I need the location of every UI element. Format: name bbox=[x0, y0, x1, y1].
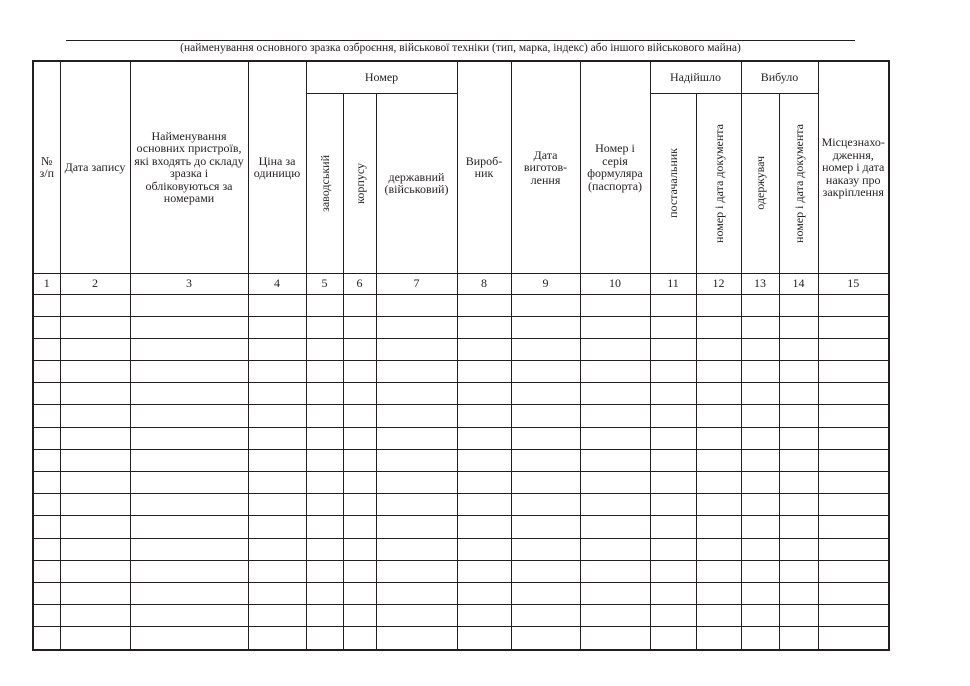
entry-cell bbox=[248, 494, 306, 516]
entry-cell bbox=[343, 383, 376, 405]
entry-cell bbox=[130, 427, 248, 449]
header-received-doc: номер і дата документа bbox=[696, 93, 741, 273]
entry-cell bbox=[130, 472, 248, 494]
entry-cell bbox=[779, 494, 818, 516]
entry-row bbox=[33, 582, 889, 604]
header-group-received: Надійшло bbox=[650, 61, 741, 93]
entry-cell bbox=[376, 538, 457, 560]
entry-cell bbox=[130, 294, 248, 316]
header-number: № з/п bbox=[33, 61, 60, 273]
entry-cell bbox=[457, 405, 511, 427]
entry-cell bbox=[457, 516, 511, 538]
entry-cell bbox=[306, 605, 343, 627]
entry-cell bbox=[580, 338, 650, 360]
entry-cell bbox=[376, 294, 457, 316]
entry-cell bbox=[511, 449, 580, 471]
entry-cell bbox=[343, 316, 376, 338]
entry-cell bbox=[343, 627, 376, 650]
entry-cell bbox=[511, 582, 580, 604]
entry-cell bbox=[248, 560, 306, 582]
entry-cell bbox=[741, 560, 779, 582]
entry-cell bbox=[696, 472, 741, 494]
entry-cell bbox=[818, 361, 889, 383]
entry-cell bbox=[306, 383, 343, 405]
entry-cell bbox=[248, 294, 306, 316]
entry-cell bbox=[818, 627, 889, 650]
entry-cell bbox=[248, 605, 306, 627]
entry-cell bbox=[248, 472, 306, 494]
entry-cell bbox=[306, 560, 343, 582]
entry-cell bbox=[60, 472, 130, 494]
entry-cell bbox=[130, 560, 248, 582]
entry-cell bbox=[343, 294, 376, 316]
entry-cell bbox=[130, 627, 248, 650]
entry-cell bbox=[650, 560, 696, 582]
entry-cell bbox=[376, 627, 457, 650]
entry-cell bbox=[33, 494, 60, 516]
column-number: 15 bbox=[818, 273, 889, 294]
entry-cell bbox=[741, 405, 779, 427]
entry-cell bbox=[33, 383, 60, 405]
entry-cell bbox=[650, 605, 696, 627]
header-unit-price: Ціна за одиницю bbox=[248, 61, 306, 273]
entry-cell bbox=[60, 538, 130, 560]
entry-cell bbox=[511, 338, 580, 360]
entry-cell bbox=[130, 494, 248, 516]
entry-cell bbox=[779, 516, 818, 538]
entry-cell bbox=[457, 449, 511, 471]
entry-row bbox=[33, 427, 889, 449]
entry-cell bbox=[376, 494, 457, 516]
entry-cell bbox=[376, 582, 457, 604]
entry-row bbox=[33, 516, 889, 538]
entry-cell bbox=[580, 627, 650, 650]
entry-cell bbox=[457, 627, 511, 650]
entry-cell bbox=[376, 605, 457, 627]
entry-cell bbox=[343, 582, 376, 604]
entry-cell bbox=[306, 361, 343, 383]
entry-cell bbox=[457, 427, 511, 449]
entry-cell bbox=[741, 494, 779, 516]
entry-cell bbox=[741, 605, 779, 627]
entry-cell bbox=[511, 605, 580, 627]
entry-cell bbox=[818, 294, 889, 316]
entry-cell bbox=[343, 338, 376, 360]
entry-cell bbox=[696, 605, 741, 627]
entry-cell bbox=[511, 627, 580, 650]
entry-cell bbox=[511, 427, 580, 449]
entry-cell bbox=[511, 405, 580, 427]
entry-cell bbox=[248, 427, 306, 449]
column-number: 11 bbox=[650, 273, 696, 294]
entry-row bbox=[33, 627, 889, 650]
record-table bbox=[32, 60, 890, 651]
header-manufacture-date: Дата виготов-лення bbox=[511, 61, 580, 273]
entry-cell bbox=[511, 361, 580, 383]
entry-cell bbox=[33, 538, 60, 560]
title-underline bbox=[66, 40, 855, 41]
header-entry-date: Дата запису bbox=[60, 61, 130, 273]
entry-cell bbox=[376, 560, 457, 582]
header-recipient: одержувач bbox=[741, 93, 779, 273]
entry-cell bbox=[60, 449, 130, 471]
entry-cell bbox=[343, 427, 376, 449]
entry-cell bbox=[779, 582, 818, 604]
entry-row bbox=[33, 494, 889, 516]
entry-cell bbox=[818, 582, 889, 604]
entry-cell bbox=[818, 338, 889, 360]
entry-cell bbox=[248, 538, 306, 560]
entry-cell bbox=[130, 405, 248, 427]
entry-cell bbox=[741, 538, 779, 560]
entry-cell bbox=[130, 383, 248, 405]
entry-cell bbox=[60, 405, 130, 427]
entry-cell bbox=[60, 582, 130, 604]
entry-cell bbox=[33, 338, 60, 360]
entry-cell bbox=[60, 338, 130, 360]
entry-cell bbox=[818, 494, 889, 516]
entry-cell bbox=[248, 449, 306, 471]
entry-cell bbox=[33, 472, 60, 494]
entry-cell bbox=[457, 494, 511, 516]
entry-cell bbox=[306, 405, 343, 427]
entry-cell bbox=[130, 449, 248, 471]
entry-cell bbox=[580, 383, 650, 405]
entry-cell bbox=[741, 516, 779, 538]
entry-cell bbox=[511, 383, 580, 405]
header-form-number: Номер і серія формуляра (паспорта) bbox=[580, 61, 650, 273]
entry-row bbox=[33, 338, 889, 360]
entry-cell bbox=[779, 449, 818, 471]
column-number: 8 bbox=[457, 273, 511, 294]
entry-row bbox=[33, 449, 889, 471]
entry-cell bbox=[580, 427, 650, 449]
entry-cell bbox=[741, 294, 779, 316]
entry-cell bbox=[650, 494, 696, 516]
entry-cell bbox=[343, 361, 376, 383]
entry-cell bbox=[818, 383, 889, 405]
entry-cell bbox=[376, 405, 457, 427]
entry-cell bbox=[33, 316, 60, 338]
entry-cell bbox=[818, 427, 889, 449]
entry-cell bbox=[130, 338, 248, 360]
entry-row bbox=[33, 538, 889, 560]
entry-cell bbox=[696, 361, 741, 383]
entry-cell bbox=[457, 316, 511, 338]
entry-cell bbox=[779, 560, 818, 582]
entry-cell bbox=[248, 516, 306, 538]
entry-cell bbox=[130, 538, 248, 560]
entry-cell bbox=[650, 538, 696, 560]
header-group-dispatched: Вибуло bbox=[741, 61, 818, 93]
entry-cell bbox=[696, 383, 741, 405]
entry-cell bbox=[580, 538, 650, 560]
entry-cell bbox=[650, 294, 696, 316]
entry-cell bbox=[33, 361, 60, 383]
entry-cell bbox=[779, 361, 818, 383]
entry-cell bbox=[306, 472, 343, 494]
entry-cell bbox=[60, 294, 130, 316]
entry-cell bbox=[343, 516, 376, 538]
entry-cell bbox=[457, 582, 511, 604]
header-supplier: постачальник bbox=[650, 93, 696, 273]
entry-cell bbox=[343, 538, 376, 560]
entry-cell bbox=[457, 383, 511, 405]
entry-cell bbox=[343, 605, 376, 627]
entry-cell bbox=[741, 361, 779, 383]
entry-cell bbox=[60, 494, 130, 516]
entry-cell bbox=[580, 294, 650, 316]
entry-cell bbox=[650, 338, 696, 360]
entry-cell bbox=[580, 316, 650, 338]
entry-cell bbox=[248, 582, 306, 604]
entry-row bbox=[33, 605, 889, 627]
entry-cell bbox=[343, 560, 376, 582]
entry-cell bbox=[779, 472, 818, 494]
entry-row bbox=[33, 560, 889, 582]
entry-cell bbox=[457, 294, 511, 316]
header-state-number: державний (військовий) bbox=[376, 93, 457, 273]
entry-cell bbox=[248, 338, 306, 360]
column-number: 6 bbox=[343, 273, 376, 294]
entry-cell bbox=[343, 449, 376, 471]
entry-cell bbox=[457, 338, 511, 360]
entry-cell bbox=[60, 383, 130, 405]
entry-cell bbox=[248, 627, 306, 650]
entry-cell bbox=[580, 560, 650, 582]
entry-cell bbox=[33, 516, 60, 538]
entry-cell bbox=[580, 361, 650, 383]
entry-cell bbox=[779, 294, 818, 316]
header-hull-number: корпусу bbox=[343, 93, 376, 273]
entry-cell bbox=[696, 494, 741, 516]
entry-row bbox=[33, 405, 889, 427]
header-factory-number: заводський bbox=[306, 93, 343, 273]
column-number: 1 bbox=[33, 273, 60, 294]
entry-cell bbox=[696, 627, 741, 650]
entry-cell bbox=[130, 516, 248, 538]
entry-cell bbox=[580, 605, 650, 627]
entry-cell bbox=[580, 449, 650, 471]
entry-row bbox=[33, 361, 889, 383]
entry-cell bbox=[306, 538, 343, 560]
header-location: Місцезнахо-дження, номер і дата наказу про закріплення bbox=[818, 61, 889, 273]
entry-cell bbox=[306, 449, 343, 471]
column-number: 10 bbox=[580, 273, 650, 294]
entry-cell bbox=[741, 472, 779, 494]
entry-cell bbox=[60, 427, 130, 449]
entry-cell bbox=[650, 405, 696, 427]
entry-cell bbox=[343, 472, 376, 494]
entry-cell bbox=[818, 516, 889, 538]
entry-cell bbox=[779, 405, 818, 427]
entry-cell bbox=[511, 538, 580, 560]
entry-cell bbox=[306, 627, 343, 650]
entry-cell bbox=[33, 560, 60, 582]
header-dispatched-doc: номер і дата документа bbox=[779, 93, 818, 273]
entry-cell bbox=[741, 338, 779, 360]
entry-cell bbox=[818, 538, 889, 560]
entry-cell bbox=[818, 560, 889, 582]
entry-cell bbox=[457, 605, 511, 627]
entry-cell bbox=[306, 516, 343, 538]
entry-cell bbox=[376, 449, 457, 471]
entry-cell bbox=[741, 316, 779, 338]
entry-cell bbox=[650, 316, 696, 338]
entry-cell bbox=[696, 427, 741, 449]
entry-cell bbox=[650, 361, 696, 383]
entry-cell bbox=[650, 472, 696, 494]
column-number: 12 bbox=[696, 273, 741, 294]
entry-cell bbox=[818, 605, 889, 627]
entry-cell bbox=[696, 405, 741, 427]
header-manufacturer: Вироб-ник bbox=[457, 61, 511, 273]
entry-cell bbox=[376, 516, 457, 538]
empty-entry-rows bbox=[33, 294, 889, 650]
entry-cell bbox=[696, 338, 741, 360]
column-number: 3 bbox=[130, 273, 248, 294]
entry-cell bbox=[511, 294, 580, 316]
column-number: 2 bbox=[60, 273, 130, 294]
column-number: 7 bbox=[376, 273, 457, 294]
entry-cell bbox=[818, 449, 889, 471]
entry-row bbox=[33, 294, 889, 316]
entry-cell bbox=[306, 494, 343, 516]
entry-cell bbox=[511, 494, 580, 516]
entry-cell bbox=[779, 605, 818, 627]
entry-row bbox=[33, 383, 889, 405]
entry-cell bbox=[741, 427, 779, 449]
entry-cell bbox=[779, 316, 818, 338]
entry-cell bbox=[248, 405, 306, 427]
entry-cell bbox=[457, 560, 511, 582]
entry-cell bbox=[696, 582, 741, 604]
form-caption: (найменування основного зразка озброєння, військової техніки (тип, марка, індекс) або іншого військового майна) bbox=[180, 42, 741, 54]
entry-cell bbox=[130, 361, 248, 383]
column-number: 13 bbox=[741, 273, 779, 294]
column-number: 9 bbox=[511, 273, 580, 294]
entry-cell bbox=[741, 383, 779, 405]
entry-cell bbox=[818, 316, 889, 338]
entry-cell bbox=[33, 427, 60, 449]
entry-cell bbox=[60, 316, 130, 338]
entry-cell bbox=[130, 316, 248, 338]
entry-cell bbox=[33, 405, 60, 427]
entry-cell bbox=[306, 582, 343, 604]
entry-cell bbox=[741, 582, 779, 604]
entry-cell bbox=[580, 405, 650, 427]
entry-cell bbox=[376, 427, 457, 449]
entry-cell bbox=[779, 538, 818, 560]
column-number: 14 bbox=[779, 273, 818, 294]
entry-cell bbox=[696, 560, 741, 582]
entry-row bbox=[33, 316, 889, 338]
entry-cell bbox=[650, 449, 696, 471]
entry-cell bbox=[376, 383, 457, 405]
entry-cell bbox=[696, 516, 741, 538]
entry-row bbox=[33, 472, 889, 494]
entry-cell bbox=[33, 605, 60, 627]
entry-cell bbox=[248, 316, 306, 338]
entry-cell bbox=[248, 383, 306, 405]
entry-cell bbox=[457, 472, 511, 494]
entry-cell bbox=[33, 294, 60, 316]
header-group-number: Номер bbox=[306, 61, 457, 93]
entry-cell bbox=[696, 538, 741, 560]
entry-cell bbox=[60, 560, 130, 582]
entry-cell bbox=[818, 405, 889, 427]
entry-cell bbox=[376, 316, 457, 338]
entry-cell bbox=[696, 449, 741, 471]
entry-cell bbox=[511, 316, 580, 338]
entry-cell bbox=[248, 361, 306, 383]
entry-cell bbox=[60, 627, 130, 650]
entry-cell bbox=[33, 627, 60, 650]
entry-cell bbox=[376, 472, 457, 494]
entry-cell bbox=[60, 516, 130, 538]
column-number: 4 bbox=[248, 273, 306, 294]
entry-cell bbox=[580, 582, 650, 604]
entry-cell bbox=[343, 494, 376, 516]
entry-cell bbox=[130, 605, 248, 627]
entry-cell bbox=[741, 627, 779, 650]
entry-cell bbox=[130, 582, 248, 604]
entry-cell bbox=[779, 383, 818, 405]
entry-cell bbox=[650, 427, 696, 449]
entry-cell bbox=[306, 338, 343, 360]
entry-cell bbox=[60, 361, 130, 383]
entry-cell bbox=[650, 582, 696, 604]
header-device-names: Найменування основних пристроїв, які входять до складу зразка і обліковуються за номерами bbox=[130, 61, 248, 273]
entry-cell bbox=[580, 472, 650, 494]
entry-cell bbox=[306, 316, 343, 338]
entry-cell bbox=[457, 538, 511, 560]
entry-cell bbox=[33, 449, 60, 471]
entry-cell bbox=[343, 405, 376, 427]
entry-cell bbox=[376, 338, 457, 360]
entry-cell bbox=[60, 605, 130, 627]
entry-cell bbox=[779, 338, 818, 360]
column-number: 5 bbox=[306, 273, 343, 294]
column-number-row bbox=[33, 273, 889, 294]
entry-cell bbox=[580, 494, 650, 516]
entry-cell bbox=[741, 449, 779, 471]
entry-cell bbox=[306, 294, 343, 316]
entry-cell bbox=[376, 361, 457, 383]
entry-cell bbox=[696, 294, 741, 316]
entry-cell bbox=[33, 582, 60, 604]
entry-cell bbox=[511, 472, 580, 494]
entry-cell bbox=[580, 516, 650, 538]
entry-cell bbox=[779, 627, 818, 650]
entry-cell bbox=[511, 560, 580, 582]
entry-cell bbox=[696, 316, 741, 338]
entry-cell bbox=[511, 516, 580, 538]
entry-cell bbox=[650, 627, 696, 650]
entry-cell bbox=[779, 427, 818, 449]
entry-cell bbox=[306, 427, 343, 449]
entry-cell bbox=[650, 516, 696, 538]
entry-cell bbox=[457, 361, 511, 383]
entry-cell bbox=[818, 472, 889, 494]
entry-cell bbox=[650, 383, 696, 405]
